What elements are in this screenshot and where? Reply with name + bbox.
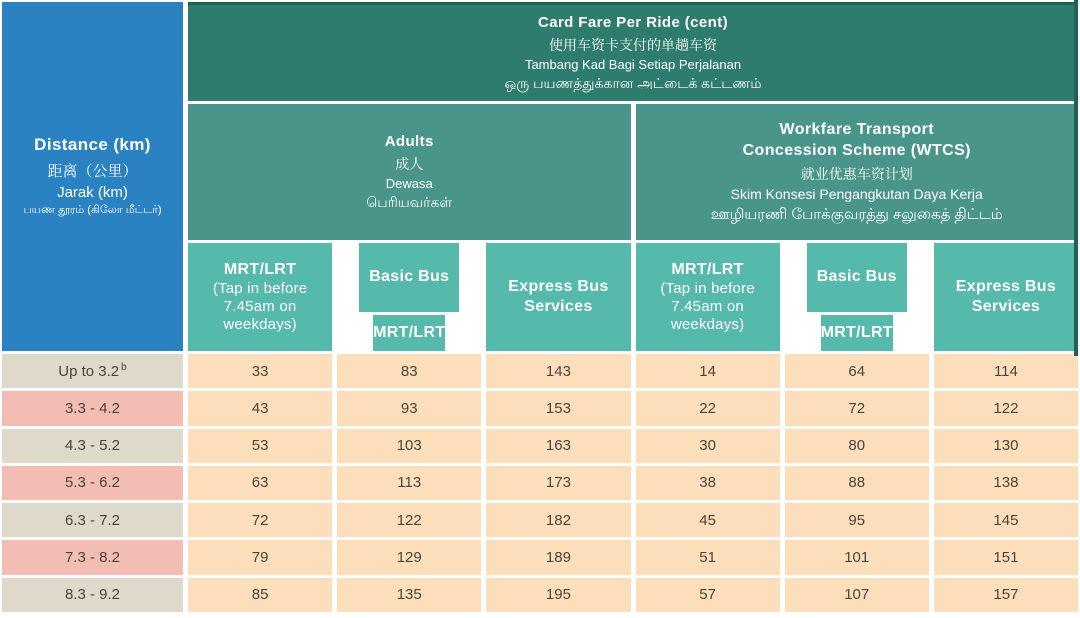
distance-cell [2,578,183,612]
fare-value: 38 [699,474,716,492]
fare-value: 14 [699,362,716,380]
fare-value: 153 [545,399,571,417]
fare-value: 95 [848,511,866,529]
distance-header-ms: Jarak (km) [57,184,128,201]
fare-value-cell [785,466,929,500]
wtcs-zh: 就业优惠车资计划 [800,166,913,182]
fare-value-cell [337,429,481,463]
fare-value-cell [486,391,630,425]
fare-value: 80 [848,437,866,455]
fare-value: 122 [993,399,1019,417]
fare-value-cell [785,429,929,463]
fare-value: 135 [396,586,422,604]
adults-basic-bus-column-header [337,243,481,351]
distance-cell [2,503,183,537]
distance-label: 7.3 - 8.2 [64,549,121,567]
fare-value-cell [188,540,332,574]
fare-value: 33 [251,362,269,380]
adults-express-bus-column-header [486,243,630,351]
adults-basic-bus-label: Basic Bus [369,268,450,286]
fare-value-cell [934,466,1078,500]
fare-value: 138 [993,474,1019,492]
fare-value: 72 [848,399,866,417]
fare-value: 114 [993,362,1018,380]
fare-value-cell [785,354,929,388]
fare-value-cell [934,503,1078,537]
distance-label: 5.3 - 6.2 [64,474,121,492]
fare-value: 145 [993,511,1019,529]
fare-value: 101 [844,549,870,567]
fare-value: 173 [545,474,571,492]
fare-banner-en: Card Fare Per Ride (cent) [537,14,729,32]
fare-value: 64 [848,362,866,380]
fare-value: 22 [699,399,716,417]
fare-value-cell [636,540,780,574]
wtcs-basic-bus-label: Basic Bus [816,268,897,286]
adults-basic-bus-mrt-lrt-label: MRT/LRT [373,323,446,341]
fare-value: 72 [251,511,269,529]
distance-cell [2,391,183,425]
wtcs-group-header [636,104,1079,240]
fare-value-cell [486,354,630,388]
fare-value-cell [934,354,1078,388]
fare-value-cell [486,578,630,612]
wtcs-basic-bus-mrt-lrt-label: MRT/LRT [820,323,893,341]
distance-cell [2,466,183,500]
wtcs-mrt-lrt-column-header [636,243,780,351]
distance-header-en: Distance (km) [34,135,151,154]
fare-value: 122 [396,511,422,529]
fare-value: 43 [251,399,269,417]
wtcs-en-line1: Workfare Transport [779,121,934,139]
fare-banner-ta: ஒரு பயணத்துக்கான அட்டைக் கட்டணம் [504,75,762,92]
fare-value: 130 [993,437,1019,455]
fare-banner-zh: 使用车资卡支付的单趟车资 [549,36,717,53]
fare-value-cell [636,429,780,463]
wtcs-mrt-lrt-title: MRT/LRT [671,261,744,278]
fare-table [2,2,1078,612]
fare-value-cell [188,503,332,537]
wtcs-express-bus-label: Express Bus Services [955,278,1057,315]
fare-value-cell [636,391,780,425]
distance-label: 3.3 - 4.2 [64,399,121,417]
fare-value: 30 [699,437,716,455]
fare-value: 163 [545,437,571,455]
wtcs-basic-bus-column-header [785,243,929,351]
fare-value: 51 [699,549,716,567]
fare-value-cell [636,354,780,388]
distance-header-zh: 距离（公里） [47,163,138,180]
fare-value-cell [934,391,1078,425]
fare-value-cell [934,429,1078,463]
fare-value-cell [337,540,481,574]
fare-value-cell [337,503,481,537]
fare-value-cell [636,466,780,500]
fare-value: 189 [545,549,571,567]
fare-value-cell [486,540,630,574]
header-right-accent-bar [1074,0,1078,356]
fare-value: 143 [545,362,571,380]
adults-mrt-lrt-title: MRT/LRT [223,261,297,278]
distance-label: 4.3 - 5.2 [64,437,121,455]
fare-value-cell [337,354,481,388]
fare-value-cell [636,503,780,537]
fare-value-cell [785,540,929,574]
adults-mrt-lrt-column-header [188,243,332,351]
card-fare-banner [188,2,1078,101]
fare-value-cell [785,391,929,425]
fare-value-cell [337,578,481,612]
fare-value: 63 [251,474,269,492]
distance-cell [2,429,183,463]
fare-value-cell [934,540,1078,574]
adults-ta: பெரியவர்கள் [366,194,453,211]
distance-label: 8.3 - 9.2 [64,586,121,604]
adults-express-bus-label: Express Bus Services [508,278,609,315]
fare-value-cell [337,391,481,425]
fare-value: 129 [396,549,422,567]
fare-value-cell [188,354,332,388]
fare-value-cell [486,503,630,537]
fare-value-cell [785,503,929,537]
distance-column-header [2,2,183,351]
fare-value-cell [188,391,332,425]
fare-value: 107 [844,586,870,604]
fare-value-cell [337,466,481,500]
fare-value: 113 [397,474,422,492]
fare-value: 195 [545,586,571,604]
distance-label: 6.3 - 7.2 [64,511,121,529]
fare-value-cell [785,578,929,612]
distance-label: Up to 3.2 [58,362,120,380]
footnote-marker: b [121,362,127,374]
fare-value: 182 [545,511,571,529]
wtcs-express-bus-column-header [934,243,1078,351]
fare-value: 45 [699,511,716,529]
fare-value: 79 [251,549,269,567]
fare-value-cell [486,429,630,463]
adults-group-header [188,104,631,240]
fare-value-cell [636,578,780,612]
wtcs-ms: Skim Konsesi Pengangkutan Daya Kerja [730,185,983,202]
distance-cell [2,354,183,388]
fare-value: 157 [993,586,1019,604]
fare-value: 93 [400,399,418,417]
fare-value-cell [188,578,332,612]
wtcs-en-line2: Concession Scheme (WTCS) [742,142,971,160]
distance-cell [2,540,183,574]
adults-zh: 成人 [395,155,424,172]
adults-mrt-lrt-note: (Tap in before 7.45am on weekdays) [212,280,308,333]
wtcs-ta: ஊழியரணி போக்குவரத்து சலுகைத் திட்டம் [710,205,1003,223]
fare-banner-ms: Tambang Kad Bagi Setiap Perjalanan [524,56,742,72]
wtcs-mrt-lrt-note: (Tap in before 7.45am on weekdays) [660,280,755,333]
fare-value-cell [486,466,630,500]
fare-value-cell [188,429,332,463]
fare-value: 83 [400,362,418,380]
fare-value: 57 [699,586,716,604]
fare-value-cell [934,578,1078,612]
fare-value: 85 [251,586,269,604]
adults-en: Adults [384,133,434,151]
adults-ms: Dewasa [385,175,433,191]
fare-value: 53 [251,437,269,455]
fare-value-cell [188,466,332,500]
fare-value: 103 [396,437,422,455]
fare-value: 88 [848,474,866,492]
fare-value: 151 [993,549,1019,567]
distance-header-ta: பயண தூரம் (கிலோ மீட்டர்) [23,204,162,216]
